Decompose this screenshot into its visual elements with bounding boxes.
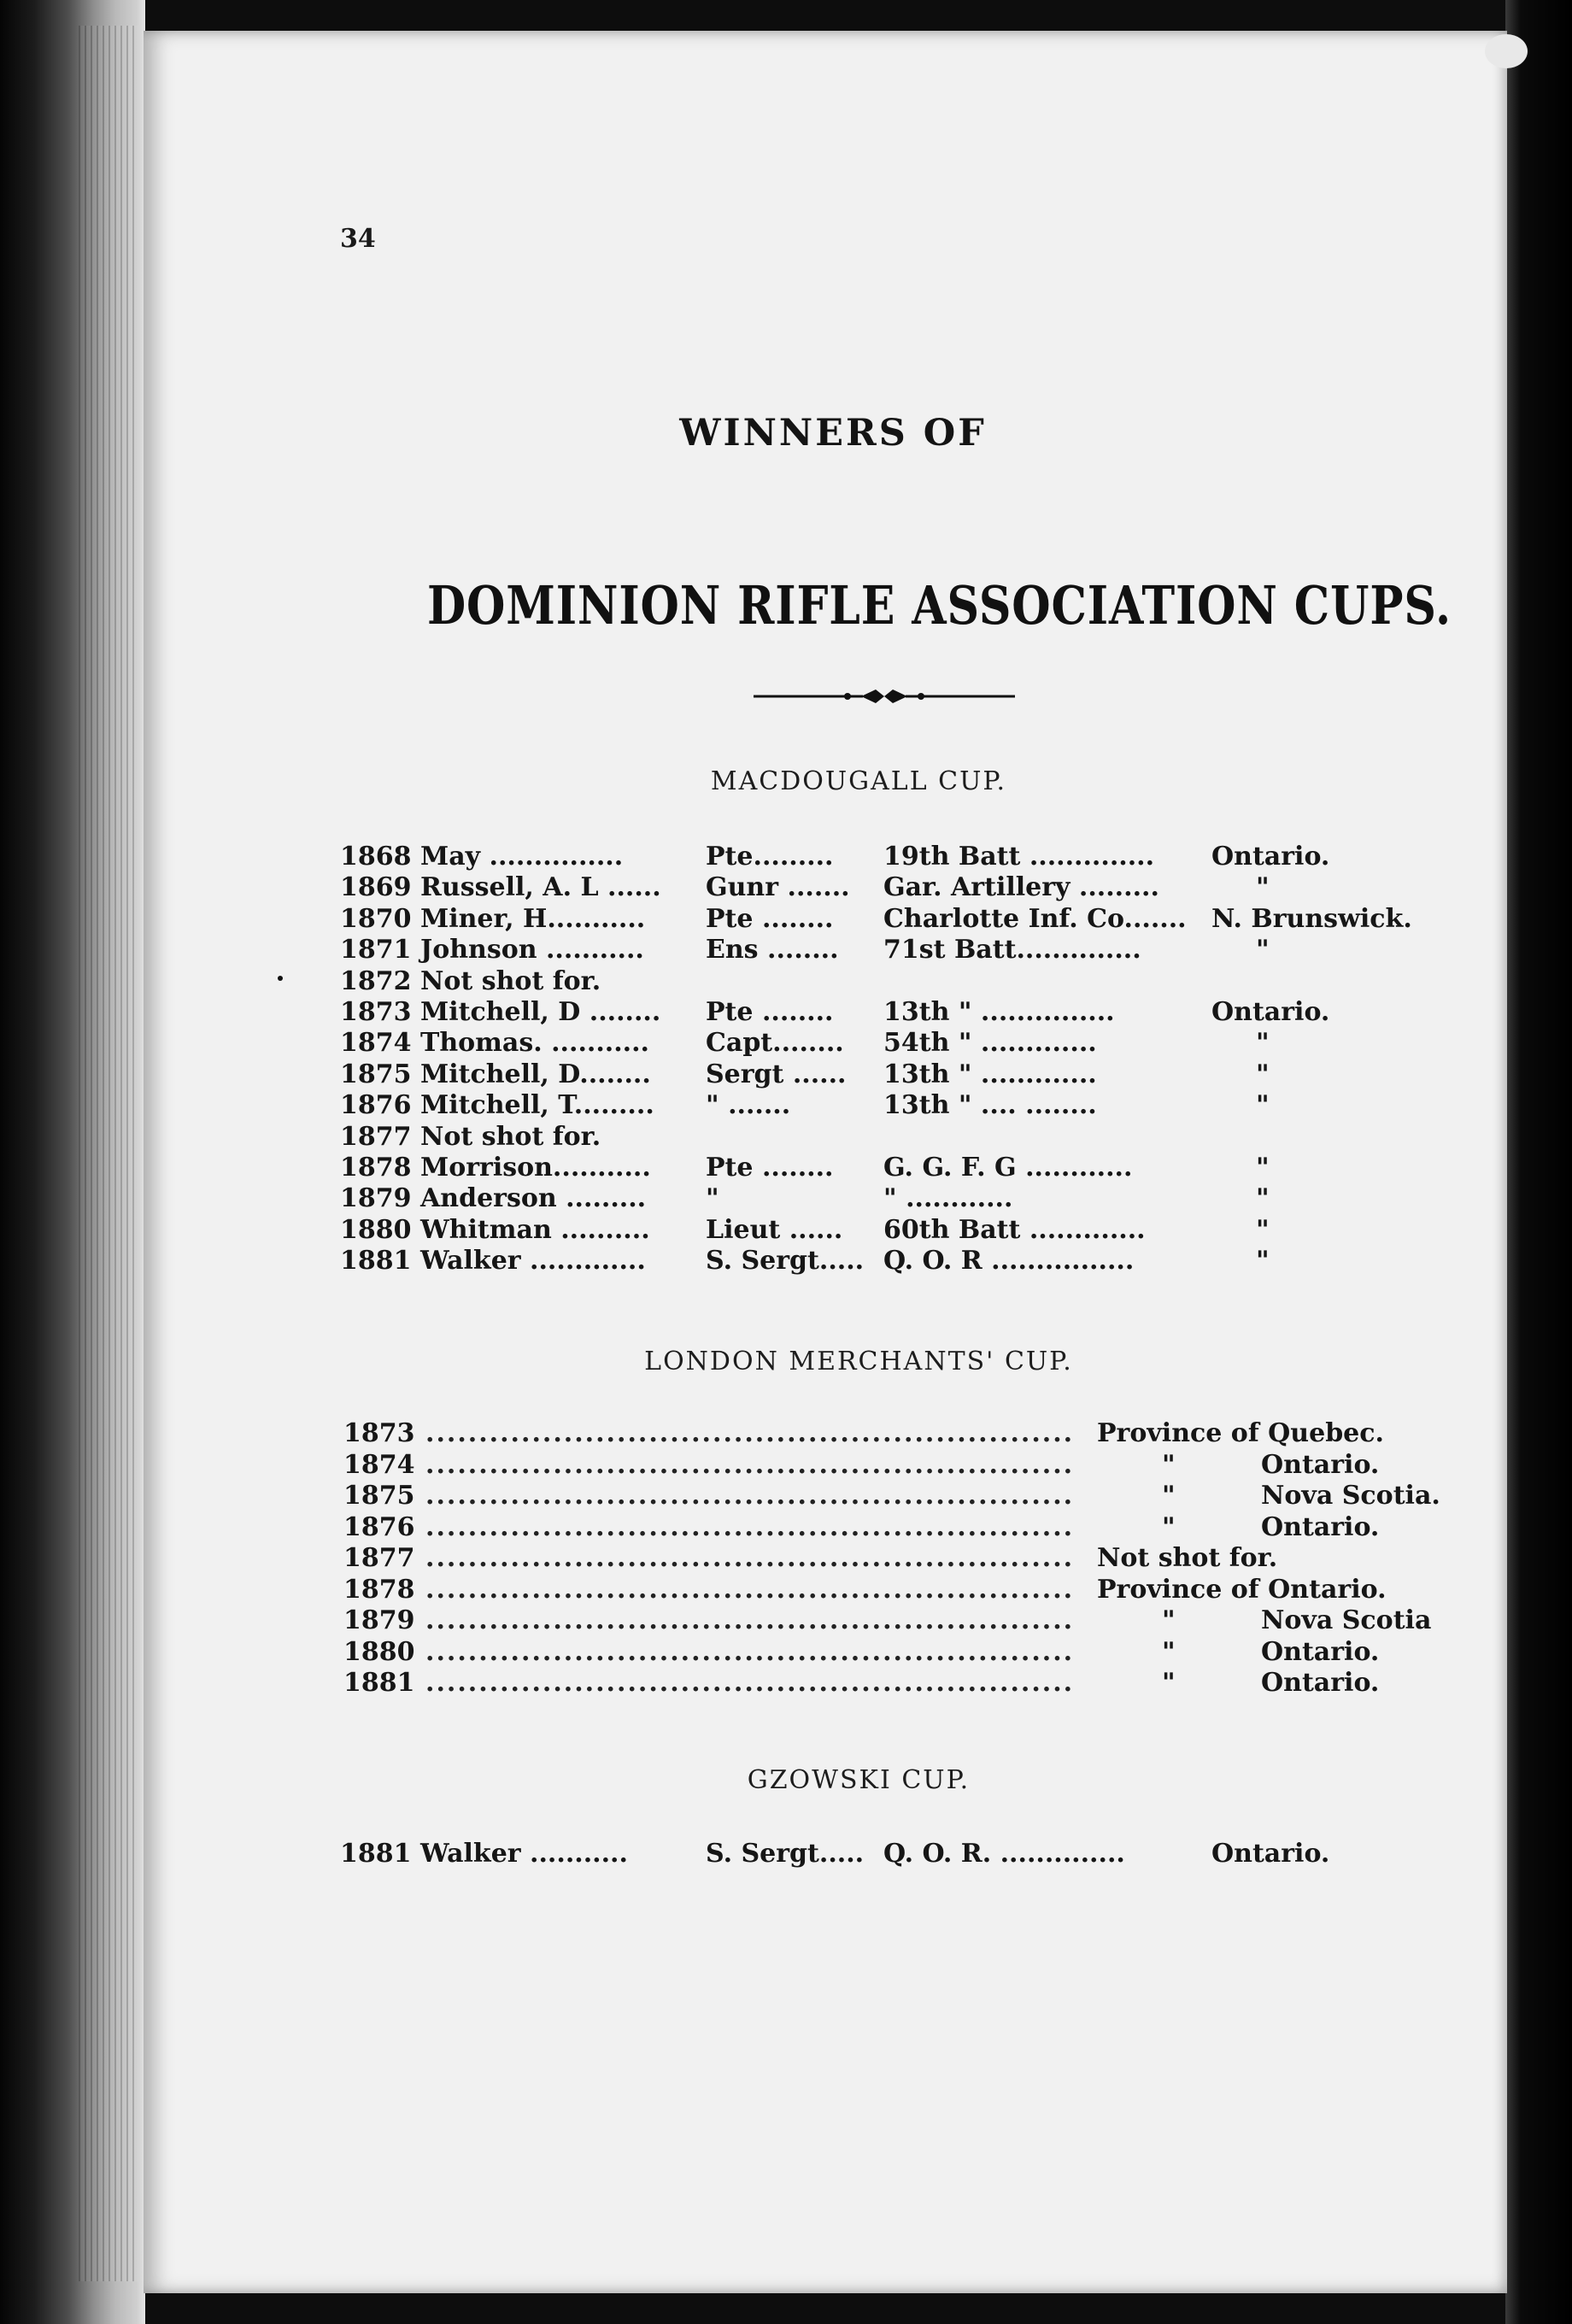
row-name: Mitchell, D ........ — [420, 997, 661, 1027]
row-rank: " ....... — [706, 1090, 791, 1121]
row-province: Nova Scotia — [1261, 1605, 1432, 1635]
page-number: 34 — [340, 224, 376, 254]
macdougall-cup-row — [0, 1246, 1572, 1276]
row-corps: 71st Batt.............. — [883, 935, 1141, 965]
row-winner: " — [1162, 1481, 1176, 1511]
row-year: 1881 — [343, 1668, 415, 1698]
macdougall-cup-heading: MACDOUGALL CUP. — [710, 766, 1007, 796]
gzowski-cup-row — [0, 1839, 1572, 1869]
row-leader-dots: ............................................................. — [425, 1481, 1075, 1511]
row-province: " — [1256, 872, 1270, 903]
row-province: Ontario. — [1211, 997, 1330, 1027]
row-province: " — [1256, 1090, 1270, 1121]
row-province: Ontario. — [1261, 1511, 1380, 1542]
row-name: May ............... — [420, 842, 624, 872]
row-name: Not shot for. — [420, 965, 601, 996]
macdougall-cup-row — [0, 1122, 1572, 1153]
row-year: 1881 — [340, 1839, 412, 1869]
macdougall-cup-row — [0, 935, 1572, 965]
row-corps: 13th " .... ........ — [883, 1090, 1097, 1121]
row-name: Walker ............. — [420, 1246, 646, 1276]
row-name: Walker ........... — [420, 1839, 628, 1869]
row-year: 1877 — [343, 1543, 415, 1573]
row-year: 1870 — [340, 903, 412, 934]
row-leader-dots: ............................................................. — [425, 1668, 1075, 1698]
row-year: 1869 — [340, 872, 412, 903]
row-year: 1878 — [340, 1153, 412, 1183]
row-year: 1877 — [340, 1121, 412, 1152]
row-rank: Sergt ...... — [706, 1059, 847, 1089]
scan-speck — [278, 976, 283, 981]
row-name: Anderson ......... — [420, 1183, 647, 1214]
macdougall-cup-row — [0, 1028, 1572, 1059]
row-rank: Lieut ...... — [706, 1214, 843, 1245]
row-year: 1881 — [340, 1246, 412, 1276]
row-province: Ontario. — [1211, 1839, 1330, 1869]
row-name: Russell, A. L ...... — [420, 872, 661, 903]
row-winner: " — [1162, 1605, 1176, 1635]
macdougall-cup-row — [0, 966, 1572, 997]
row-province: " — [1256, 935, 1270, 965]
row-corps: G. G. F. G ............ — [883, 1153, 1133, 1183]
macdougall-cup-row — [0, 1183, 1572, 1214]
row-winner: Not shot for. — [1097, 1543, 1278, 1573]
row-year: 1868 — [340, 842, 412, 872]
row-winner: " — [1162, 1449, 1176, 1480]
row-corps: Gar. Artillery ......... — [883, 872, 1159, 903]
row-rank: Pte......... — [706, 842, 834, 872]
row-winner: " — [1162, 1668, 1176, 1698]
ornament-divider — [752, 685, 1017, 707]
row-name: Johnson ........... — [420, 935, 644, 965]
row-rank: Ens ........ — [706, 935, 839, 965]
london-merchants-cup-row — [0, 1637, 1572, 1668]
row-leader-dots: ............................................................. — [425, 1449, 1075, 1480]
london-merchants-cup-row — [0, 1418, 1572, 1449]
row-corps: " ............ — [883, 1183, 1013, 1214]
row-province: Nova Scotia. — [1261, 1481, 1440, 1511]
london-merchants-cup-row — [0, 1512, 1572, 1543]
row-leader-dots: ............................................................. — [425, 1636, 1075, 1667]
row-province: " — [1256, 1183, 1270, 1214]
row-name: Morrison........... — [420, 1153, 651, 1183]
row-province: Ontario. — [1211, 842, 1330, 872]
row-rank: Capt........ — [706, 1028, 844, 1059]
row-name: Mitchell, D........ — [420, 1059, 651, 1089]
row-year: 1873 — [340, 997, 412, 1027]
row-name: Whitman .......... — [420, 1214, 650, 1245]
row-corps: 54th " ............. — [883, 1028, 1097, 1059]
row-year: 1879 — [340, 1183, 412, 1214]
row-province: " — [1256, 1028, 1270, 1059]
row-name: Miner, H........... — [420, 903, 646, 934]
row-name: Mitchell, T......... — [420, 1090, 654, 1121]
macdougall-cup-row — [0, 872, 1572, 903]
row-year: 1873 — [343, 1418, 415, 1448]
row-rank: S. Sergt..... — [706, 1246, 865, 1276]
row-rank: " — [706, 1183, 719, 1214]
row-winner: " — [1162, 1511, 1176, 1542]
row-winner: " — [1162, 1636, 1176, 1667]
row-province: Ontario. — [1261, 1449, 1380, 1480]
london-merchants-cup-row — [0, 1668, 1572, 1699]
macdougall-cup-row — [0, 904, 1572, 935]
row-corps: 60th Batt ............. — [883, 1214, 1146, 1245]
row-province: " — [1256, 1214, 1270, 1245]
row-year: 1872 — [340, 965, 412, 996]
row-province: " — [1256, 1153, 1270, 1183]
row-leader-dots: ............................................................. — [425, 1574, 1075, 1605]
row-leader-dots: ............................................................. — [425, 1543, 1075, 1573]
title-dominion-rifle-association-cups: DOMINION RIFLE ASSOCIATION CUPS. — [427, 574, 1452, 637]
row-year: 1878 — [343, 1574, 415, 1605]
row-year: 1879 — [343, 1605, 415, 1635]
macdougall-cup-row — [0, 1215, 1572, 1246]
macdougall-cup-row — [0, 1153, 1572, 1183]
row-province: N. Brunswick. — [1211, 903, 1412, 934]
title-winners-of: WINNERS OF — [679, 412, 987, 455]
row-name: Not shot for. — [420, 1121, 601, 1152]
row-winner: Province of Ontario. — [1097, 1574, 1387, 1605]
row-rank: Pte ........ — [706, 903, 834, 934]
row-year: 1875 — [340, 1059, 412, 1089]
row-rank: S. Sergt..... — [706, 1839, 865, 1869]
macdougall-cup-row — [0, 997, 1572, 1028]
macdougall-cup-row — [0, 842, 1572, 872]
row-rank: Pte ........ — [706, 1153, 834, 1183]
row-corps: 13th " ............... — [883, 997, 1115, 1027]
row-leader-dots: ............................................................. — [425, 1605, 1075, 1635]
london-merchants-cup-heading: LONDON MERCHANTS' CUP. — [644, 1347, 1073, 1376]
row-leader-dots: ............................................................. — [425, 1511, 1075, 1542]
row-corps: Q. O. R ................ — [883, 1246, 1135, 1276]
row-province: Ontario. — [1261, 1668, 1380, 1698]
row-province: Ontario. — [1261, 1636, 1380, 1667]
row-leader-dots: ............................................................. — [425, 1418, 1075, 1448]
row-year: 1874 — [343, 1449, 415, 1480]
row-winner: Province of Quebec. — [1097, 1418, 1384, 1448]
macdougall-cup-row — [0, 1059, 1572, 1090]
row-corps: 13th " ............. — [883, 1059, 1097, 1089]
row-corps: 19th Batt .............. — [883, 842, 1155, 872]
london-merchants-cup-row — [0, 1605, 1572, 1636]
row-year: 1876 — [340, 1090, 412, 1121]
macdougall-cup-row — [0, 1090, 1572, 1121]
row-province: " — [1256, 1059, 1270, 1089]
row-year: 1874 — [340, 1028, 412, 1059]
row-name: Thomas. ........... — [420, 1028, 649, 1059]
row-corps: Charlotte Inf. Co....... — [883, 903, 1187, 934]
row-corps: Q. O. R. .............. — [883, 1839, 1125, 1869]
london-merchants-cup-row — [0, 1450, 1572, 1481]
london-merchants-cup-row — [0, 1575, 1572, 1605]
row-rank: Gunr ....... — [706, 872, 850, 903]
row-year: 1880 — [343, 1636, 415, 1667]
row-year: 1876 — [343, 1511, 415, 1542]
london-merchants-cup-row — [0, 1543, 1572, 1574]
london-merchants-cup-row — [0, 1481, 1572, 1511]
row-year: 1871 — [340, 935, 412, 965]
row-rank: Pte ........ — [706, 997, 834, 1027]
row-year: 1880 — [340, 1214, 412, 1245]
row-year: 1875 — [343, 1481, 415, 1511]
scan-speck — [1485, 34, 1528, 68]
row-province: " — [1256, 1246, 1270, 1276]
gzowski-cup-heading: GZOWSKI CUP. — [747, 1765, 971, 1795]
